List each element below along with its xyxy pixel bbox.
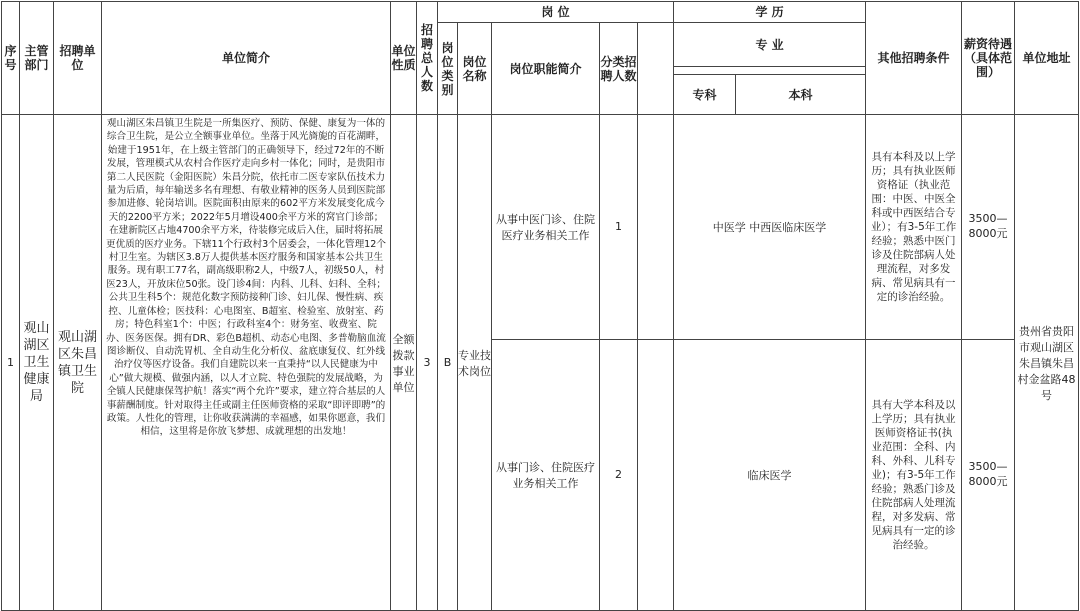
cell-conditions-1: 具有本科及以上学历；具有执业医师资格证（执业范围：中医、中医全科或中西医结合专业）；有3-5年工作经验；熟悉中医门诊及住院部病人处理流程，对多发病、常见病具有一定的诊治经验。 [866,115,962,340]
cell-nature: 全额拨款事业单位 [391,115,417,611]
cell-dept: 观山湖区卫生健康局 [20,115,54,611]
header-edu-placeholder [638,23,674,115]
header-nature: 单位性质 [391,2,417,115]
header-pos-duty: 岗位职能简介 [492,23,600,115]
cell-conditions-2: 具有大学本科及以上学历；具有执业医师资格证书(执业范围：全科、内科、外科、儿科专业)；有3-5年工作经验；熟悉门诊及住院部病人处理流程，对多发病、常见病具有一定的诊治经验。 [866,339,962,610]
header-pos-type: 岗位类别 [438,23,458,115]
cell-bachelor-1: 中医学 中西医临床医学 [674,115,866,340]
header-bachelor: 本科 [736,75,866,115]
header-salary: 薪资待遇（具体范围） [962,2,1015,115]
header-seq: 序号 [2,2,20,115]
header-class-count: 分类招聘人数 [600,23,638,115]
header-unit: 招聘单位 [54,2,102,115]
cell-count-1: 1 [600,115,638,340]
cell-seq: 1 [2,115,20,611]
cell-salary-2: 3500—8000元 [962,339,1015,610]
recruitment-table [1,1,1079,611]
cell-bachelor-2: 临床医学 [674,339,866,610]
cell-total: 3 [417,115,438,611]
header-pos-name: 岗位名称 [458,23,492,115]
cell-duty-1: 从事中医门诊、住院医疗业务相关工作 [492,115,600,340]
header-dept: 主管部门 [20,2,54,115]
header-intro: 单位简介 [102,2,391,115]
header-other-conditions: 其他招聘条件 [866,2,962,115]
cell-address: 贵州省贵阳市观山湖区朱昌镇朱昌村金盆路48号 [1015,115,1079,611]
header-address: 单位地址 [1015,2,1079,115]
cell-duty-2: 从事门诊、住院医疗业务相关工作 [492,339,600,610]
cell-count-2: 2 [600,339,638,610]
header-total: 招聘总人数 [417,2,438,115]
cell-junior-1 [638,115,674,340]
header-junior: 专科 [674,75,736,115]
cell-pos-type: B [438,115,458,611]
cell-pos-name: 专业技术岗位 [458,115,492,611]
cell-junior-2 [638,339,674,610]
header-major-group: 专 业 [674,23,866,67]
cell-intro: 观山湖区朱昌镇卫生院是一所集医疗、预防、保健、康复为一体的综合卫生院，是公立全额事业单位。坐落于风光旖旎的百花湖畔，始建于1951年，在上级主管部门的正确领导下，经过72年的不断发展，管理模式从农村合作医疗走向乡村一体化；同时，是贵阳市第二人民医院（金阳医院）朱昌分院，依托市二医专家队伍技术力量为后盾，每年输送多名有理想、有敬业精神的医务人员到医院部参加进修、轮岗培训。医院面积由原来的602平方米发展变化成今天的2200平方米；2022年5月增设400余平方米的窝官门诊部；在建新院区占地4700余平方米，待装修完成后入住，届时将拓展更优质的医疗业务。下辖11个行政村3个居委会，一体化管理12个村卫生室。为辖区3.8万人提供基本医疗服务和国家基本公共卫生服务。现有职工77名，副高级职称2人，中级7人，初级50人，村医23人，开放床位50张。设门诊4间：内科、儿科、妇科、全科；公共卫生科5个：规范化数字预防接种门诊、妇儿保、慢性病、疾控、儿童体检；医技科：心电图室、B超室、检验室、放射室、药房；特色科室1个：中医；行政科室4个：财务室、收费室、院办、医务医保。拥有DR、彩色B超机、动态心电图、多普勒脑血流图诊断仪、自动洗胃机、全自动生化分析仪、盆底康复仪、红外线治疗仪等医疗设备。我们自建院以来一直秉持“以人民健康为中心”做大规模、做强内涵，以人才立院、特色强院的发展战略，为全镇人民健康保驾护航！落实“两个允许”要求，建立符合基层的人事薪酬制度。针对取得主任或副主任医师资格的采取“即评即聘”的政策。人性化的管理，让你收获满满的幸福感，如果你愿意，我们相信，这里将是你放飞梦想、成就理想的出发地！ [102,115,391,611]
cell-salary-1: 3500—8000元 [962,115,1015,340]
cell-unit: 观山湖区朱昌镇卫生院 [54,115,102,611]
header-position-group: 岗 位 [438,2,674,23]
header-edu-group: 学 历 [674,2,866,23]
